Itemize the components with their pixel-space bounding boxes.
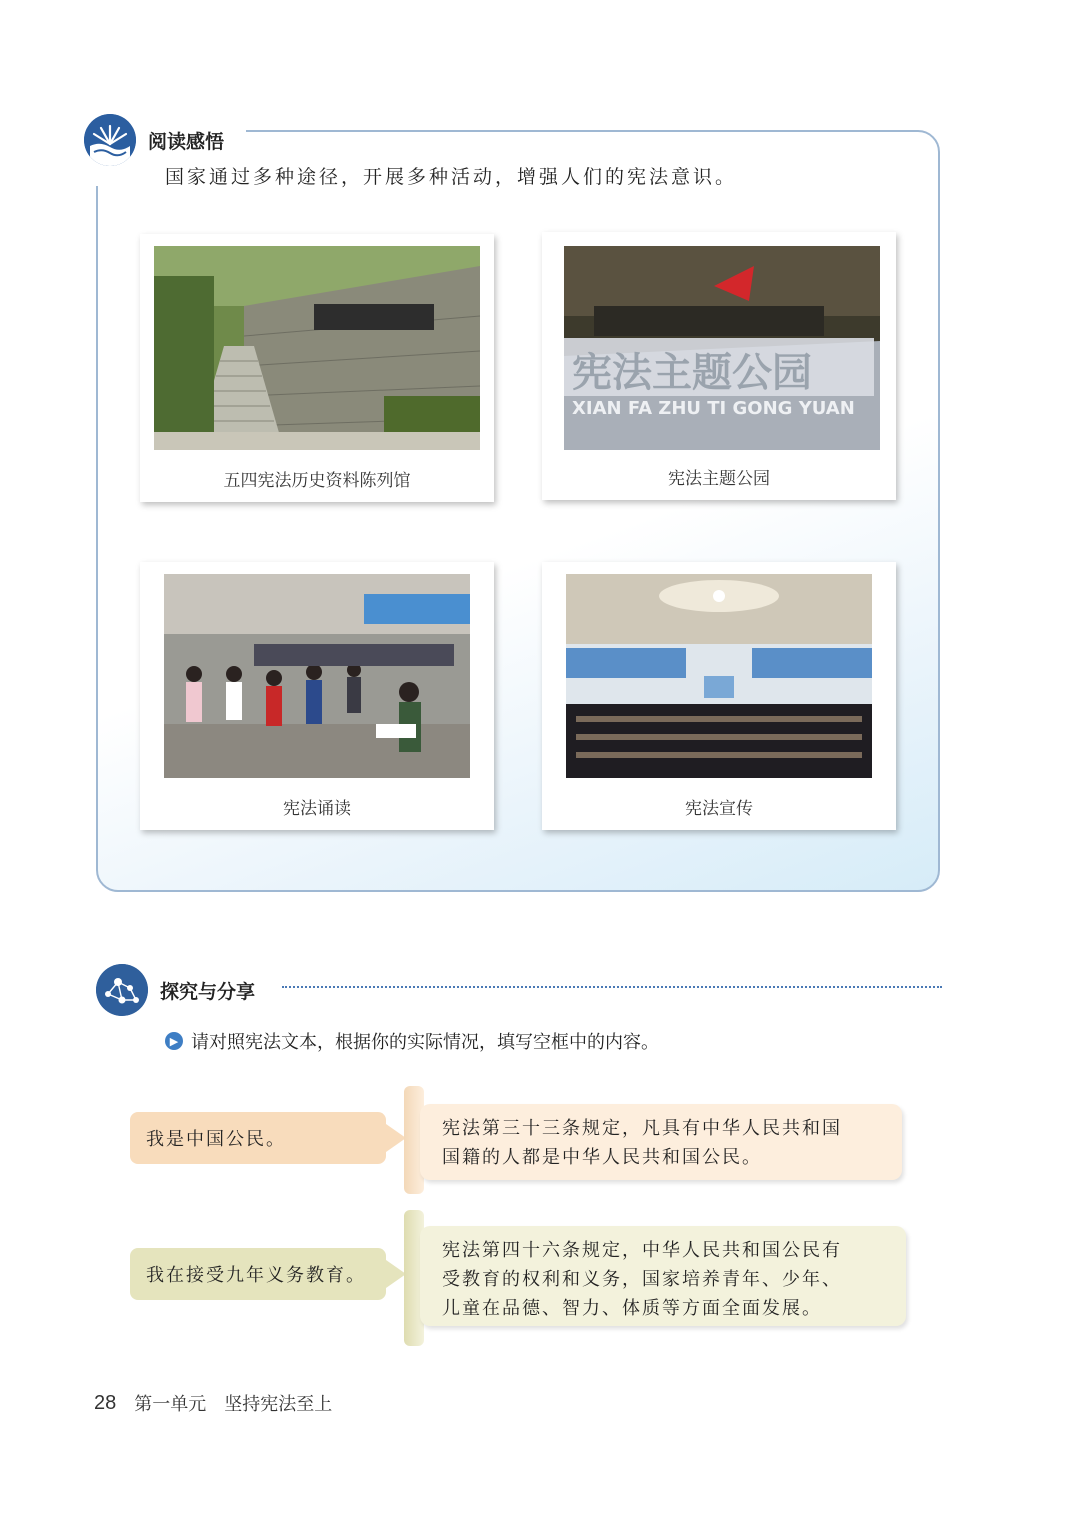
reading-header bbox=[84, 112, 234, 168]
photo-card-recitation bbox=[140, 562, 494, 830]
park-sign-pinyin: XIAN FA ZHU TI GONG YUAN bbox=[572, 398, 855, 419]
reading-intro-text: 国家通过多种途径，开展多种活动，增强人们的宪法意识。 bbox=[165, 166, 738, 188]
arrow-right-icon bbox=[386, 1124, 406, 1152]
law-line: 宪法第四十六条规定，中华人民共和国公民有 bbox=[442, 1240, 842, 1261]
law-note-article-46 bbox=[420, 1226, 906, 1326]
explore-section-title: 探究与分享 bbox=[160, 977, 265, 1004]
recitation-photo bbox=[164, 574, 470, 778]
photo-caption: 宪法主题公园 bbox=[668, 469, 770, 489]
law-line: 儿童在品德、智力、体质等方面全面发展。 bbox=[442, 1298, 822, 1319]
law-line: 宪法第三十三条规定，凡具有中华人民共和国 bbox=[442, 1118, 842, 1139]
park-sign-text: 宪法主题公园 bbox=[572, 350, 812, 396]
arrow-bullet-icon: ▶ bbox=[165, 1032, 183, 1050]
law-line: 受教育的权利和义务，国家培养青年、少年、 bbox=[442, 1269, 842, 1290]
statement-tag-citizen[interactable] bbox=[130, 1112, 386, 1164]
statement-text: 我在接受九年义务教育。 bbox=[146, 1265, 366, 1286]
statement-text: 我是中国公民。 bbox=[146, 1129, 286, 1150]
photo-caption: 宪法宣传 bbox=[685, 799, 753, 819]
photo-caption: 五四宪法历史资料陈列馆 bbox=[223, 471, 411, 491]
page-number: 28 bbox=[94, 1391, 117, 1414]
museum-photo bbox=[154, 246, 480, 450]
explore-instruction bbox=[165, 1028, 659, 1054]
photo-card-publicity bbox=[542, 562, 896, 830]
page-footer bbox=[94, 1390, 332, 1416]
photo-card-museum bbox=[140, 234, 494, 502]
photo-card-park bbox=[542, 232, 896, 500]
instruction-text: 请对照宪法文本，根据你的实际情况，填写空框中的内容。 bbox=[191, 1032, 659, 1053]
explore-header bbox=[96, 962, 265, 1018]
park-photo bbox=[564, 246, 880, 450]
reading-section-title: 阅读感悟 bbox=[148, 127, 234, 154]
explore-header-rule bbox=[282, 986, 942, 988]
law-line: 国籍的人都是中华人民共和国公民。 bbox=[442, 1147, 762, 1168]
statement-tag-education[interactable] bbox=[130, 1248, 386, 1300]
arrow-right-icon bbox=[386, 1260, 406, 1288]
reading-badge-icon bbox=[84, 114, 136, 166]
unit-title: 第一单元 坚持宪法至上 bbox=[134, 1394, 333, 1415]
reading-header-rule bbox=[246, 130, 886, 132]
publicity-photo bbox=[566, 574, 872, 778]
law-note-article-33 bbox=[420, 1104, 902, 1180]
photo-caption: 宪法诵读 bbox=[283, 799, 351, 819]
explore-badge-icon bbox=[96, 964, 148, 1016]
